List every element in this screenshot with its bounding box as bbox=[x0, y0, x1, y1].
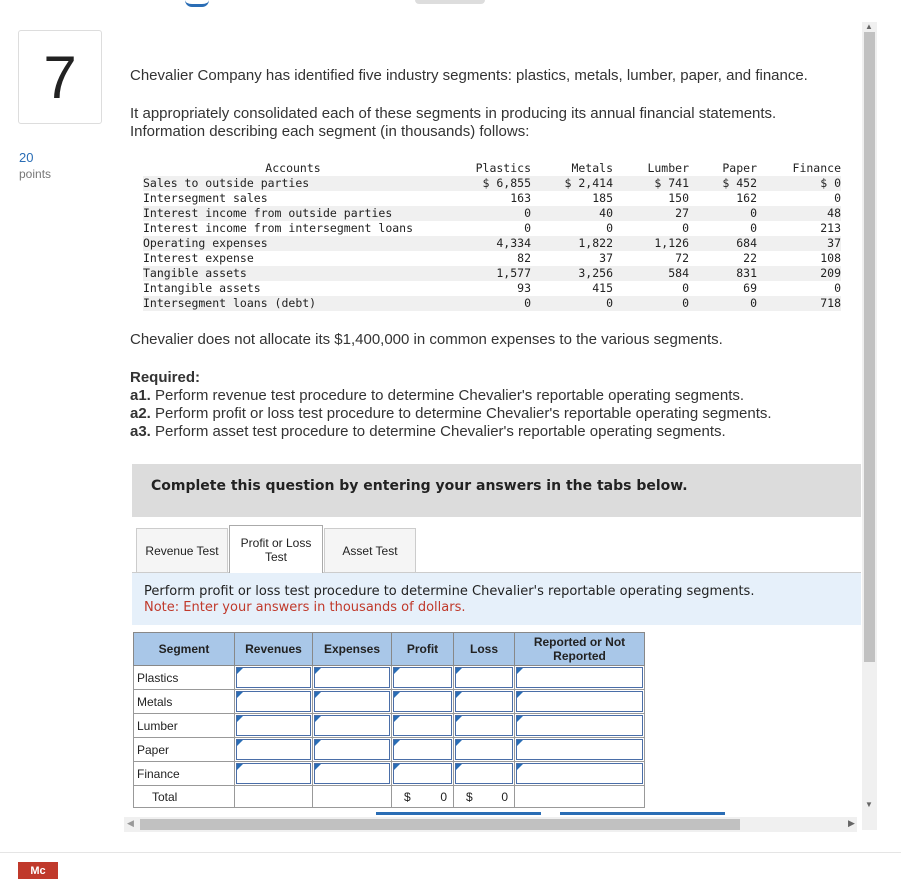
profit-input[interactable] bbox=[393, 667, 452, 688]
profit-input[interactable] bbox=[393, 715, 452, 736]
loss-input[interactable] bbox=[455, 763, 513, 784]
cell-value: 37 bbox=[757, 236, 841, 251]
cell-value: 213 bbox=[820, 221, 841, 235]
total-row bbox=[134, 786, 645, 808]
segment-name: Metals bbox=[134, 690, 235, 714]
account-label: Operating expenses bbox=[143, 236, 443, 251]
col-header-finance: Finance bbox=[757, 161, 841, 176]
cell-value: 93 bbox=[517, 281, 531, 295]
loss-input[interactable] bbox=[455, 715, 513, 736]
segment-name: Finance bbox=[134, 762, 235, 786]
prev-tab-button[interactable] bbox=[376, 812, 541, 815]
reported-select[interactable] bbox=[516, 667, 643, 688]
scroll-right-icon[interactable]: ▶ bbox=[848, 818, 855, 828]
intro-paragraph-2a: It appropriately consolidated each of these segments in producing its annual financial statements. bbox=[130, 105, 777, 122]
col-header-plastics: Plastics bbox=[443, 161, 531, 176]
expenses-input[interactable] bbox=[314, 739, 390, 760]
cell-value: 4,334 bbox=[443, 236, 531, 251]
expenses-input[interactable] bbox=[314, 667, 390, 688]
points-value: 20 bbox=[19, 150, 34, 165]
table-row bbox=[143, 236, 841, 251]
tab-profit-or-loss-test[interactable] bbox=[229, 525, 323, 573]
account-label: Intersegment sales bbox=[143, 191, 268, 205]
table-row bbox=[143, 221, 841, 236]
cell-value: 0 bbox=[689, 296, 757, 311]
revenues-input[interactable] bbox=[236, 763, 311, 784]
table-row bbox=[134, 738, 645, 762]
table-row bbox=[143, 266, 841, 281]
cell-value: 27 bbox=[613, 206, 689, 221]
account-label: Tangible assets bbox=[143, 266, 443, 281]
revenues-input[interactable] bbox=[236, 667, 311, 688]
next-tab-button[interactable] bbox=[560, 812, 725, 815]
tab-label: Asset Test bbox=[342, 543, 398, 558]
cell-value: 0 bbox=[682, 221, 689, 235]
account-label: Intangible assets bbox=[143, 281, 261, 295]
cell-value: 3,256 bbox=[531, 266, 613, 281]
cell-value: 209 bbox=[757, 266, 841, 281]
revenues-input[interactable] bbox=[236, 715, 311, 736]
tab-asset-test[interactable] bbox=[324, 528, 416, 572]
req-a3-label: a3. bbox=[130, 423, 151, 440]
table-row bbox=[134, 714, 645, 738]
tab-revenue-test[interactable] bbox=[136, 528, 228, 572]
req-a3-text: Perform asset test procedure to determine Chevalier's reportable operating segments. bbox=[155, 423, 726, 440]
loss-input[interactable] bbox=[455, 667, 513, 688]
profit-input[interactable] bbox=[393, 763, 452, 784]
common-expense-note: Chevalier does not allocate its $1,400,000 in common expenses to the various segments. bbox=[130, 331, 723, 348]
req-a1-text: Perform revenue test procedure to determine Chevalier's reportable operating segments. bbox=[155, 387, 745, 404]
req-a2-label: a2. bbox=[130, 405, 151, 422]
required-block bbox=[130, 369, 772, 441]
progress-arc bbox=[185, 0, 209, 7]
reported-select[interactable] bbox=[516, 691, 643, 712]
header-revenues: Revenues bbox=[235, 633, 313, 666]
intro-paragraph-2b: Information describing each segment (in thousands) follows: bbox=[130, 123, 530, 140]
loss-input[interactable] bbox=[455, 739, 513, 760]
cell-value: 163 bbox=[510, 191, 531, 205]
vertical-scroll-thumb[interactable] bbox=[864, 32, 875, 662]
table-row bbox=[143, 296, 841, 311]
cell-value: 1,577 bbox=[443, 266, 531, 281]
cell-value: $ 2,414 bbox=[531, 176, 613, 191]
total-loss: $ 0 bbox=[454, 786, 515, 808]
total-profit: $ 0 bbox=[392, 786, 454, 808]
cell-value: $ 452 bbox=[689, 176, 757, 191]
scroll-down-icon[interactable]: ▼ bbox=[865, 800, 873, 809]
account-label: Sales to outside parties bbox=[143, 176, 443, 191]
profit-input[interactable] bbox=[393, 739, 452, 760]
intro-paragraph-1: Chevalier Company has identified five industry segments: plastics, metals, lumber, paper, and finance. bbox=[130, 67, 808, 84]
cell-value: 108 bbox=[820, 251, 841, 265]
cell-value: 40 bbox=[531, 206, 613, 221]
reported-select[interactable] bbox=[516, 763, 643, 784]
scroll-left-icon[interactable]: ◀ bbox=[127, 818, 134, 828]
segment-data-table bbox=[143, 161, 841, 311]
cell-value: 0 bbox=[682, 281, 689, 295]
profit-input[interactable] bbox=[393, 691, 452, 712]
col-header-accounts: Accounts bbox=[143, 161, 443, 176]
cell-value: 0 bbox=[834, 191, 841, 205]
revenues-input[interactable] bbox=[236, 691, 311, 712]
cell-value: 0 bbox=[689, 206, 757, 221]
cell-value: 0 bbox=[443, 296, 531, 311]
header-segment: Segment bbox=[134, 633, 235, 666]
total-expenses bbox=[313, 786, 392, 808]
account-label: Interest income from intersegment loans bbox=[143, 221, 414, 235]
tab-label: Profit or Loss Test bbox=[240, 535, 312, 564]
cell-value: 0 bbox=[524, 221, 531, 235]
cell-value: 150 bbox=[668, 191, 689, 205]
account-label: Interest income from outside parties bbox=[143, 206, 443, 221]
header-profit: Profit bbox=[392, 633, 454, 666]
scroll-up-icon[interactable]: ▲ bbox=[865, 22, 873, 31]
cell-value: 684 bbox=[689, 236, 757, 251]
footer-divider bbox=[0, 852, 901, 853]
cell-value: 37 bbox=[599, 251, 613, 265]
segment-name: Plastics bbox=[134, 666, 235, 690]
profit-loss-answer-table bbox=[133, 632, 645, 808]
cell-value: 48 bbox=[757, 206, 841, 221]
table-row bbox=[143, 191, 841, 206]
cell-value: 0 bbox=[834, 281, 841, 295]
segment-name: Lumber bbox=[134, 714, 235, 738]
mcgraw-hill-logo: Mc bbox=[18, 862, 58, 879]
tab-instruction-note: Note: Enter your answers in thousands of dollars. bbox=[144, 600, 466, 615]
table-row bbox=[134, 690, 645, 714]
req-a2-text: Perform profit or loss test procedure to determine Chevalier's reportable operating segments. bbox=[155, 405, 772, 422]
table-row bbox=[143, 281, 841, 296]
cell-value: 1,822 bbox=[531, 236, 613, 251]
cell-value: $ 741 bbox=[613, 176, 689, 191]
cell-value: 185 bbox=[592, 191, 613, 205]
cell-value: 82 bbox=[517, 251, 531, 265]
cell-value: 415 bbox=[592, 281, 613, 295]
tab-instructions-box bbox=[132, 573, 861, 625]
horizontal-scroll-thumb[interactable] bbox=[140, 819, 740, 830]
col-header-paper: Paper bbox=[689, 161, 757, 176]
col-header-lumber: Lumber bbox=[613, 161, 689, 176]
points-label: points bbox=[19, 167, 52, 181]
header-reported: Reported or Not Reported bbox=[515, 633, 645, 666]
cell-value: 22 bbox=[743, 251, 757, 265]
table-row bbox=[143, 206, 841, 221]
top-pill bbox=[415, 0, 485, 4]
expenses-input[interactable] bbox=[314, 715, 390, 736]
cell-value: 1,126 bbox=[613, 236, 689, 251]
cell-value: 0 bbox=[443, 206, 531, 221]
tab-instruction-text: Perform profit or loss test procedure to determine Chevalier's reportable operating segments. bbox=[144, 584, 755, 599]
table-row bbox=[134, 666, 645, 690]
cell-value: 72 bbox=[675, 251, 689, 265]
header-expenses: Expenses bbox=[313, 633, 392, 666]
cell-value: 69 bbox=[743, 281, 757, 295]
cell-value: 0 bbox=[613, 296, 689, 311]
cell-value: 162 bbox=[736, 191, 757, 205]
cell-value: 831 bbox=[689, 266, 757, 281]
cell-value: 584 bbox=[613, 266, 689, 281]
header-loss: Loss bbox=[454, 633, 515, 666]
req-a1-label: a1. bbox=[130, 387, 151, 404]
cell-value: 718 bbox=[757, 296, 841, 311]
account-label: Interest expense bbox=[143, 251, 254, 265]
total-revenues bbox=[235, 786, 313, 808]
required-heading: Required: bbox=[130, 369, 201, 386]
col-header-metals: Metals bbox=[531, 161, 613, 176]
table-row bbox=[134, 762, 645, 786]
reported-select[interactable] bbox=[516, 739, 643, 760]
cell-value: $ 0 bbox=[757, 176, 841, 191]
expenses-input[interactable] bbox=[314, 763, 390, 784]
cell-value: $ 6,855 bbox=[443, 176, 531, 191]
total-reported bbox=[515, 786, 645, 808]
reported-select[interactable] bbox=[516, 715, 643, 736]
total-label: Total bbox=[134, 786, 235, 808]
cell-value: 0 bbox=[750, 221, 757, 235]
tab-label: Revenue Test bbox=[145, 543, 219, 558]
question-number-box bbox=[18, 30, 102, 124]
cell-value: 0 bbox=[531, 296, 613, 311]
question-number: 7 bbox=[43, 43, 77, 111]
instructions-banner-text: Complete this question by entering your answers in the tabs below. bbox=[151, 478, 688, 494]
account-label: Intersegment loans (debt) bbox=[143, 296, 443, 311]
expenses-input[interactable] bbox=[314, 691, 390, 712]
cell-value: 0 bbox=[606, 221, 613, 235]
loss-input[interactable] bbox=[455, 691, 513, 712]
segment-name: Paper bbox=[134, 738, 235, 762]
revenues-input[interactable] bbox=[236, 739, 311, 760]
table-row bbox=[143, 251, 841, 266]
table-row bbox=[143, 176, 841, 191]
